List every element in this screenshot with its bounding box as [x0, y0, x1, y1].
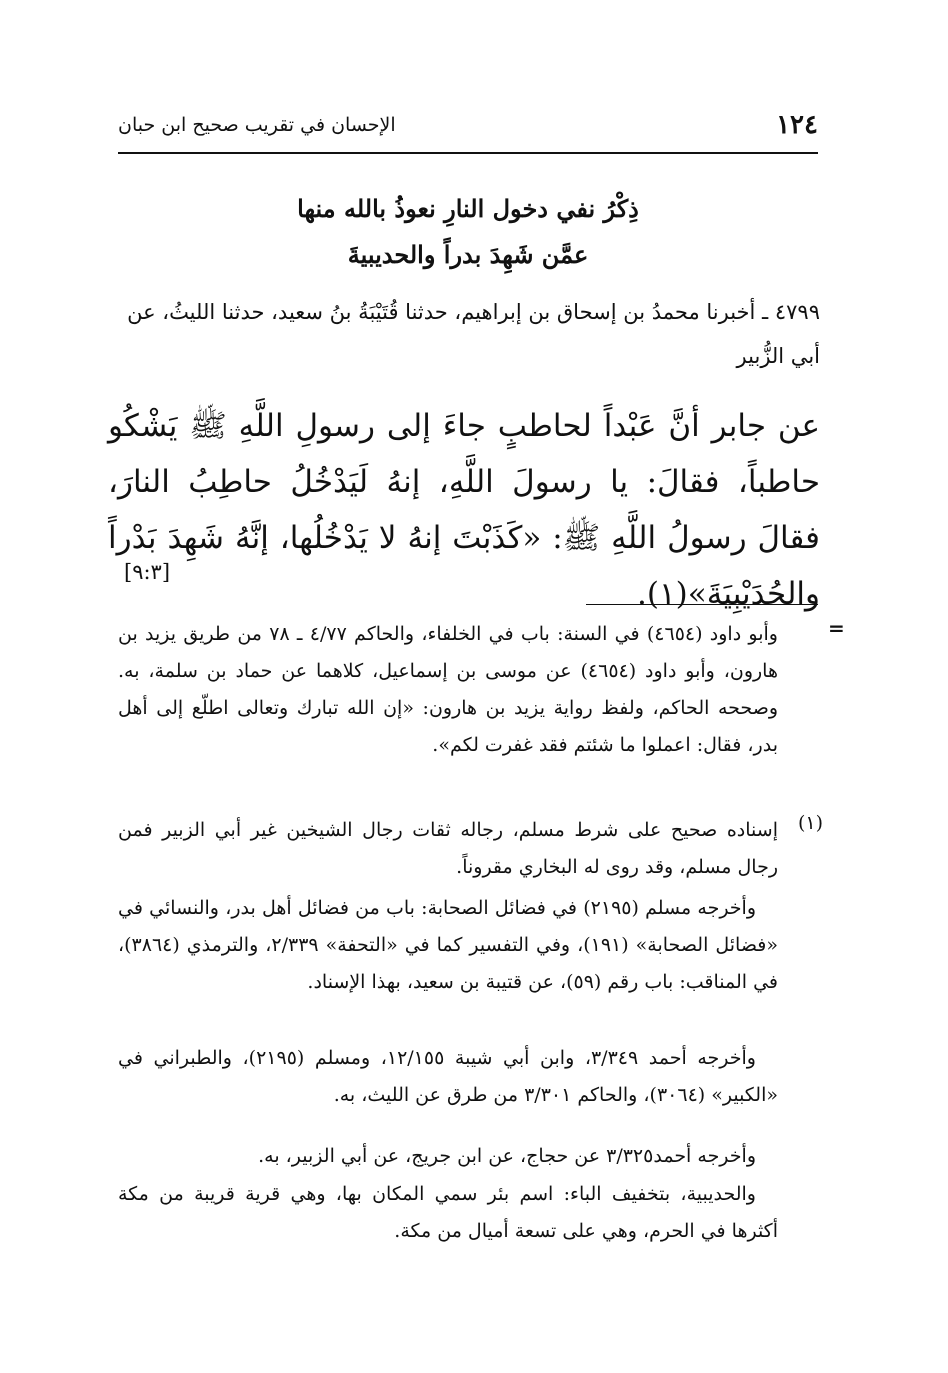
- footnote-marker-1: (١): [797, 812, 823, 834]
- chapter-heading: [150, 186, 786, 278]
- hadith-reference: [٩:٣]: [124, 560, 171, 584]
- footnote-divider: [586, 604, 818, 605]
- chapter-heading-line-2: عمَّن شَهِدَ بدراً والحديبيةَ: [347, 240, 589, 269]
- hadith-isnad: ٤٧٩٩ ـ أخبرنا محمدُ بن إسحاق بن إبراهيم، حدثنا قُتَيْبَةُ بنُ سعيد، حدثنا الليثُ، عن أبي الزُّبير: [127, 300, 820, 368]
- running-title: الإحسان في تقريب صحيح ابن حبان: [118, 114, 396, 136]
- chapter-heading-line-1: ذِكْرُ نفي دخول النارِ نعوذُ بالله منها: [297, 194, 639, 223]
- page-number: ١٢٤: [776, 110, 818, 140]
- footnote-1-paragraph-3: وأخرجه أحمد ٣/٣٤٩، وابن أبي شيبة ١٢/١٥٥، ومسلم (٢١٩٥)، والطبراني في «الكبير» (٣٠٦٤)، والحاكم ٣/٣٠١ من طرق عن الليث، به.: [118, 1047, 778, 1106]
- footnote-1-paragraph-5: والحديبية، بتخفيف الباء: اسم بئر سمي المكان بها، وهي قرية قريبة من مكة أكثرها في الحرم، وهي على تسعة أميال من مكة.: [118, 1183, 778, 1242]
- continuation-marker: =: [828, 616, 845, 640]
- hadith-matn: عن جابر أنَّ عَبْداً لحاطبٍ جاءَ إلى رسولِ اللَّهِ ﷺ يَشْكُو حاطباً، فقالَ: يا رسولَ اللَّهِ، إنهُ لَيَدْخُلُ حاطِبُ النارَ، فقالَ رسولُ اللَّهِ ﷺ: «كَذَبْتَ إنهُ لا يَدْخُلُها، إنَّهُ شَهِدَ بَدْراً والحُدَيْبِيَةَ»(١).: [108, 408, 820, 612]
- footnote-1-paragraph-4: وأخرجه أحمد٣/٣٢٥ عن حجاج، عن ابن جريج، عن أبي الزبير، به.: [258, 1145, 756, 1167]
- footnote-1-paragraph-2: وأخرجه مسلم (٢١٩٥) في فضائل الصحابة: باب من فضائل أهل بدر، والنسائي في «فضائل الصحابة» (١٩١)، وفي التفسير كما في «التحفة» ٢/٣٣٩، والترمذي (٣٨٦٤)، في المناقب: باب رقم (٥٩)، عن قتيبة بن سعيد، بهذا الإسناد.: [118, 897, 779, 993]
- page-header: [118, 106, 818, 150]
- footnote-continuation: وأبو داود (٤٦٥٤) في السنة: باب في الخلفاء، والحاكم ٤/٧٧ ـ ٧٨ من طريق يزيد بن هارون، وأبو داود (٤٦٥٤) عن موسى بن إسماعيل، كلاهما عن حماد بن سلمة، به. وصححه الحاكم، ولفظ رواية يزيد بن هارون: «إن الله تبارك وتعالى اطلّع إلى أهل بدر، فقال: اعملوا ما شئتم فقد غفرت لكم».: [118, 623, 778, 756]
- header-divider: [118, 152, 818, 154]
- footnote-1-paragraph-1: إسناده صحيح على شرط مسلم، رجاله ثقات رجال الشيخين غير أبي الزبير فمن رجال مسلم، وقد روى له البخاري مقروناً.: [118, 819, 778, 878]
